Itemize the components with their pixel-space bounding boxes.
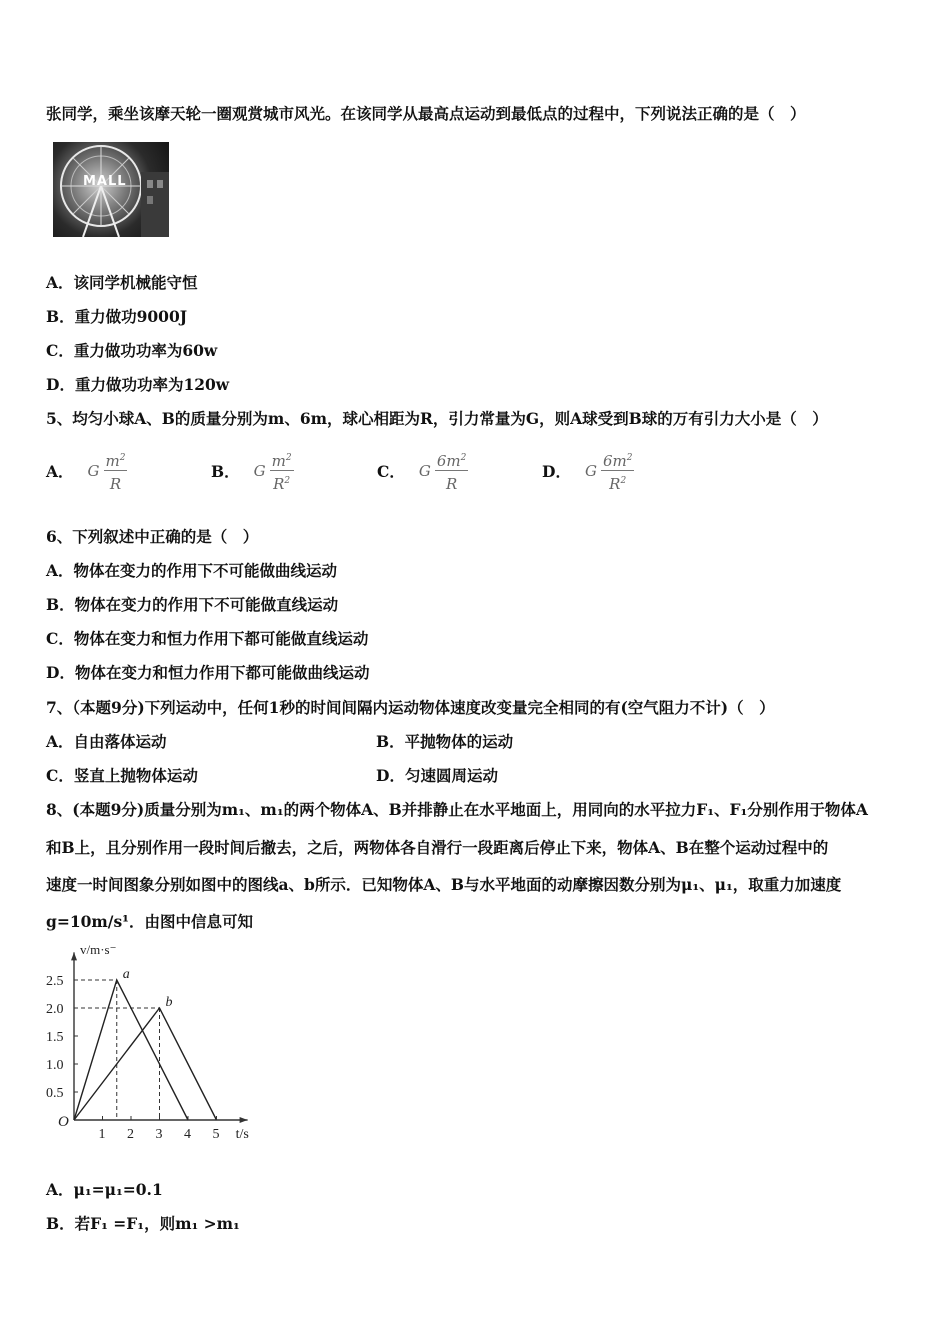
formula-constant: G [418, 462, 431, 480]
q6-option-d: D．物体在变力和恒力作用下都可能做曲线运动 [46, 663, 370, 682]
formula-constant: G [87, 462, 100, 480]
q8-stem-line-1: 8、(本题9分)质量分别为m₁、m₁的两个物体A、B并排静止在水平地面上，用同向的水平拉力F₁、F₁分别作用于物体A [46, 800, 868, 819]
q4-option-d: D．重力做功功率为120w [46, 375, 230, 394]
y-axis-label: v/m·s⁻ [80, 942, 117, 957]
q7-option-d: D．匀速圆周运动 [376, 766, 498, 785]
q8-stem-line-4: g=10m/s¹．由图中信息可知 [46, 912, 253, 931]
q4-option-c: C．重力做功功率为60w [46, 341, 218, 360]
y-tick-label: 1.0 [46, 1058, 64, 1073]
ferris-wheel-icon [53, 142, 169, 237]
y-tick-label: 2.5 [46, 974, 64, 989]
q5-option-c [377, 448, 468, 494]
q7-option-b: B．平抛物体的运动 [376, 732, 514, 751]
photo-sign: MALL [83, 174, 127, 189]
formula-constant: G [253, 462, 266, 480]
option-label: D． [542, 462, 571, 481]
q5-stem: 5、均匀小球A、B的质量分别为m、6m，球心相距为R，引力常量为G，则A球受到B球的万有引力大小是（ ） [46, 409, 828, 428]
x-tick-label: 5 [212, 1127, 220, 1142]
y-tick-label: 1.5 [46, 1030, 64, 1045]
velocity-time-graph [42, 938, 257, 1143]
q5-option-a [46, 448, 127, 494]
x-tick-label: 4 [184, 1127, 191, 1142]
y-axis-arrow-icon [71, 952, 77, 960]
option-label: A． [46, 462, 74, 481]
q7-option-a: A．自由落体运动 [46, 732, 167, 751]
x-axis-arrow-icon [240, 1117, 248, 1123]
q8-stem-line-3: 速度一时间图象分别如图中的图线a、b所示．已知物体A、B与水平地面的动摩擦因数分别为μ₁、μ₁，取重力加速度 [46, 875, 842, 894]
numerator: m [271, 451, 286, 470]
q8-option-b: B．若F₁ =F₁，则m₁ >m₁ [46, 1214, 240, 1233]
q5-option-b [211, 448, 294, 494]
numerator: 6m [436, 451, 461, 470]
numerator: 6m [602, 451, 627, 470]
option-label: B． [211, 462, 240, 481]
denominator: R [273, 474, 285, 493]
series-label-a: a [122, 967, 130, 982]
q7-option-c: C．竖直上抛物体运动 [46, 766, 198, 785]
formula [88, 449, 128, 494]
q4-option-b: B．重力做功9000J [46, 307, 188, 326]
origin-label: O [58, 1114, 69, 1130]
formula [585, 449, 635, 494]
q6-stem: 6、下列叙述中正确的是（ ） [46, 527, 259, 546]
denominator: R [445, 474, 458, 493]
formula [419, 449, 469, 494]
q4-stem: 张同学，乘坐该摩天轮一圈观赏城市风光。在该同学从最高点运动到最低点的过程中，下列说法正确的是（ ） [46, 104, 806, 123]
y-tick-label: 0.5 [46, 1086, 64, 1101]
denominator-exponent: 2 [284, 475, 291, 486]
q7-stem: 7、（本题9分)下列运动中，任何1秒的时间间隔内运动物体速度改变量完全相同的有(空气阻力不计)（ ） [46, 698, 775, 717]
x-tick-label: 2 [127, 1127, 134, 1142]
numerator-exponent: 2 [460, 452, 467, 463]
denominator-exponent: 2 [620, 475, 627, 486]
numerator-exponent: 2 [285, 452, 292, 463]
q6-option-b: B．物体在变力的作用下不可能做直线运动 [46, 595, 339, 614]
ferris-wheel-photo [53, 142, 169, 237]
denominator: R [109, 474, 122, 493]
q8-stem-line-2: 和B上，且分别作用一段时间后撤去，之后，两物体各自滑行一段距离后停止下来，物体A、B在整个运动过程中的 [46, 838, 829, 857]
option-label: C． [377, 462, 405, 481]
x-axis-label: t/s [235, 1127, 249, 1142]
x-tick-label: 1 [98, 1127, 106, 1142]
q4-option-a: A．该同学机械能守恒 [46, 273, 198, 292]
numerator-exponent: 2 [626, 452, 633, 463]
x-tick-label: 3 [155, 1127, 163, 1142]
series-label-b: b [165, 995, 173, 1010]
numerator: m [105, 451, 120, 470]
series-line-b [74, 1008, 217, 1120]
formula-constant: G [584, 462, 597, 480]
q5-option-d [542, 448, 634, 494]
numerator-exponent: 2 [119, 452, 126, 463]
q8-option-a: A．μ₁=μ₁=0.1 [46, 1180, 163, 1199]
denominator: R [609, 474, 621, 493]
q6-option-c: C．物体在变力和恒力作用下都可能做直线运动 [46, 629, 369, 648]
y-tick-label: 2.0 [46, 1002, 64, 1017]
q6-option-a: A．物体在变力的作用下不可能做曲线运动 [46, 561, 338, 580]
formula [254, 449, 294, 494]
